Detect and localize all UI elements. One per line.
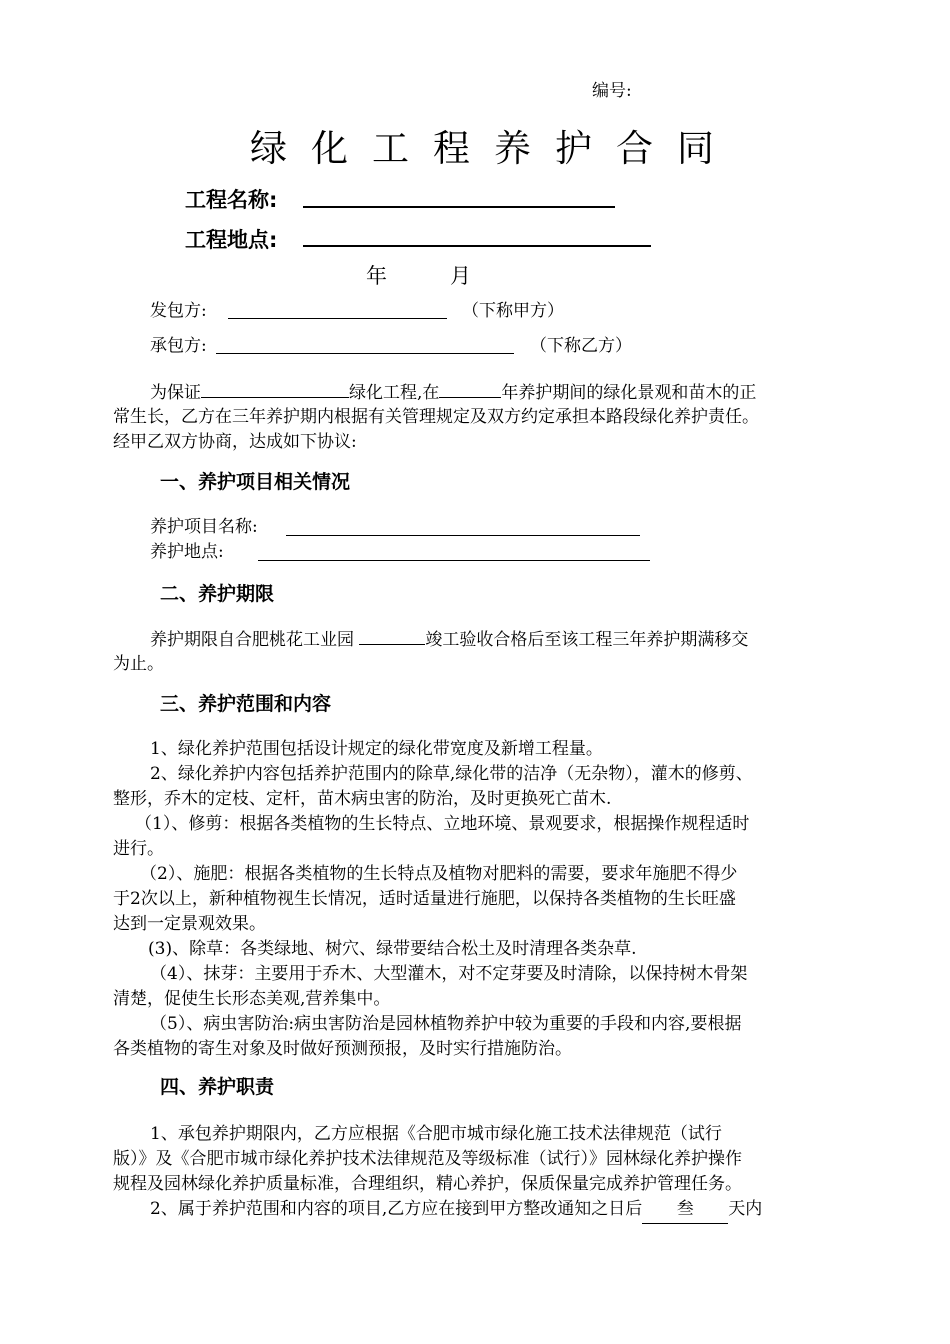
date-year: 年 bbox=[366, 264, 387, 288]
fertilizing-line-2: 于2次以上，新种植物视生长情况，适时适量进行施肥，以保持各类植物的生长旺盛 bbox=[113, 889, 736, 909]
intro-year-field[interactable] bbox=[439, 379, 501, 398]
intro-line-3: 经甲乙双方协商，达成如下协议: bbox=[113, 432, 357, 452]
intro-text-a: 为保证 bbox=[150, 383, 201, 403]
pruning-line-2: 进行。 bbox=[113, 839, 164, 859]
intro-text-c: 年养护期间的绿化景观和苗木的正 bbox=[501, 383, 757, 403]
maintenance-item-name-field[interactable] bbox=[286, 535, 640, 536]
rectification-days-field[interactable]: 叁 bbox=[642, 1196, 728, 1224]
doc-number-label: 编号: bbox=[592, 81, 632, 101]
weeding-line: (3)、除草：各类绿地、树穴、绿带要结合松土及时清理各类杂草. bbox=[148, 939, 637, 959]
fertilizing-line-1: （2）、施肥：根据各类植物的生长特点及植物对肥料的需要，要求年施肥不得少 bbox=[140, 864, 738, 884]
scope-item-1: 1、绿化养护范围包括设计规定的绿化带宽度及新增工程量。 bbox=[150, 739, 603, 759]
party-b-note: （下称乙方） bbox=[530, 336, 632, 356]
fertilizing-line-3: 达到一定景观效果。 bbox=[113, 914, 266, 934]
intro-line-1 bbox=[150, 379, 756, 407]
term-text-b: 竣工验收合格后至该工程三年养护期满移交 bbox=[425, 630, 749, 650]
term-text-a: 养护期限自合肥桃花工业园 bbox=[150, 630, 354, 650]
duty-item-2-text-b: 天内 bbox=[728, 1199, 763, 1219]
scope-item-2-line-1: 2、绿化养护内容包括养护范围内的除草,绿化带的洁净（无杂物），灌木的修剪、 bbox=[150, 764, 753, 784]
section-4-heading: 四、养护职责 bbox=[160, 1076, 275, 1098]
party-a-note: （下称甲方） bbox=[462, 301, 564, 321]
party-b-label: 承包方: bbox=[150, 336, 207, 356]
maintenance-item-name-label: 养护项目名称: bbox=[150, 517, 258, 537]
pest-control-line-2: 各类植物的寄生对象及时做好预测预报，及时实行措施防治。 bbox=[113, 1039, 572, 1059]
pest-control-line-1: （5）、病虫害防治:病虫害防治是园林植物养护中较为重要的手段和内容,要根据 bbox=[150, 1014, 742, 1034]
section-2-heading: 二、养护期限 bbox=[160, 583, 275, 605]
duty-item-1-line-1: 1、承包养护期限内，乙方应根据《合肥市城市绿化施工技术法律规范（试行 bbox=[150, 1124, 722, 1144]
party-a-label: 发包方: bbox=[150, 301, 207, 321]
intro-text-b: 绿化工程,在 bbox=[349, 383, 440, 403]
term-date-field[interactable] bbox=[359, 626, 425, 645]
duty-item-2-text-a: 2、属于养护范围和内容的项目,乙方应在接到甲方整改通知之日后 bbox=[150, 1199, 643, 1219]
duty-item-2-line-1 bbox=[150, 1196, 762, 1224]
date-month: 月 bbox=[450, 264, 471, 288]
project-name-field[interactable] bbox=[303, 206, 615, 208]
bud-removal-line-1: （4）、抹芽：主要用于乔木、大型灌木，对不定芽要及时清除，以保持树木骨架 bbox=[150, 964, 748, 984]
pruning-line-1: （1）、修剪：根据各类植物的生长特点、立地环境、景观要求，根据操作规程适时 bbox=[135, 814, 750, 834]
intro-project-field[interactable] bbox=[201, 379, 349, 398]
intro-line-2: 常生长，乙方在三年养护期内根据有关管理规定及双方约定承担本路段绿化养护责任。 bbox=[113, 407, 759, 427]
project-location-label: 工程地点: bbox=[185, 228, 278, 252]
project-location-field[interactable] bbox=[303, 245, 651, 247]
duty-item-1-line-2: 版）》及《合肥市城市绿化养护技术法律规范及等级标准（试行）》园林绿化养护操作 bbox=[113, 1149, 742, 1169]
maintenance-location-field[interactable] bbox=[258, 560, 650, 561]
maintenance-location-label: 养护地点: bbox=[150, 542, 224, 562]
bud-removal-line-2: 清楚，促使生长形态美观,营养集中。 bbox=[113, 989, 391, 1009]
section-1-heading: 一、养护项目相关情况 bbox=[160, 471, 351, 493]
term-line-1 bbox=[150, 626, 748, 654]
document-title: 绿化工程养护合同 bbox=[250, 127, 738, 170]
party-a-field[interactable] bbox=[228, 318, 447, 319]
party-b-field[interactable] bbox=[216, 353, 514, 354]
scope-item-2-line-2: 整形，乔木的定枝、定杆，苗木病虫害的防治，及时更换死亡苗木. bbox=[113, 789, 612, 809]
project-name-label: 工程名称: bbox=[185, 188, 278, 212]
term-line-2: 为止。 bbox=[113, 654, 164, 674]
section-3-heading: 三、养护范围和内容 bbox=[160, 693, 332, 715]
duty-item-1-line-3: 规程及园林绿化养护质量标准，合理组织，精心养护，保质保量完成养护管理任务。 bbox=[113, 1174, 742, 1194]
